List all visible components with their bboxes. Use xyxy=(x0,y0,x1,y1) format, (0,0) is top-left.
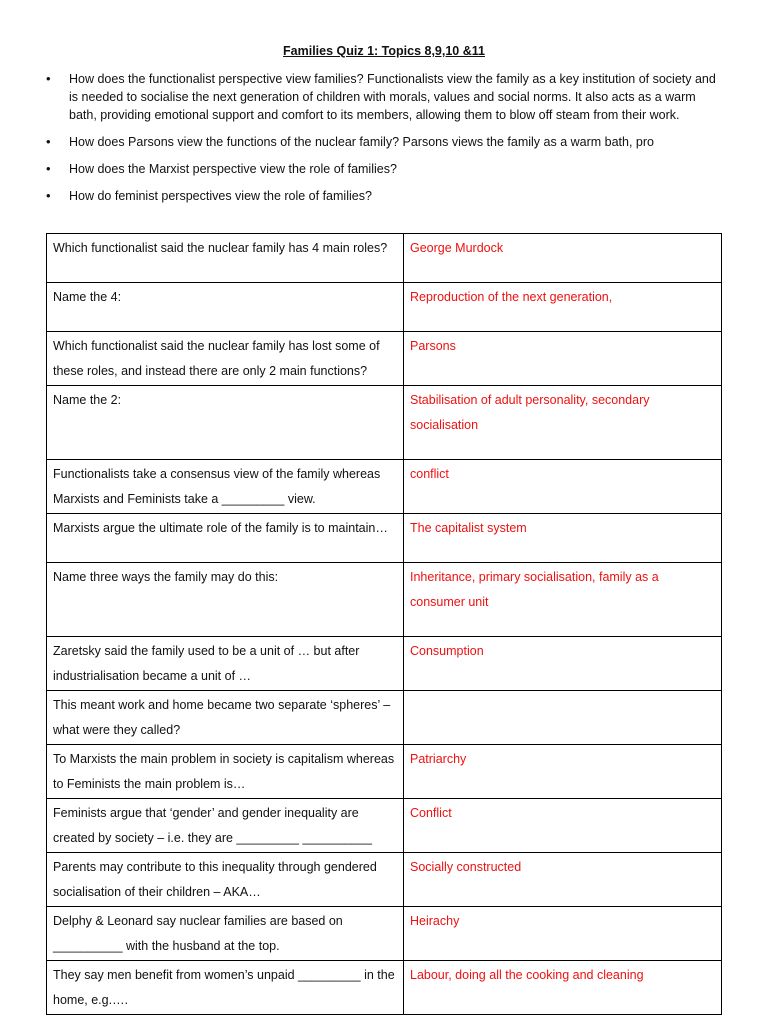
question-text: How does Parsons view the functions of the nuclear family? Parsons views the family as a warm bath, pro xyxy=(69,135,654,149)
question-cell: Feminists argue that ‘gender’ and gender inequality are created by society – i.e. they are _________ __________ xyxy=(47,799,404,853)
table-row xyxy=(47,637,722,691)
answer-cell: Reproduction of the next generation, xyxy=(404,283,722,332)
answer-cell: Patriarchy xyxy=(404,745,722,799)
answer-cell xyxy=(404,691,722,745)
answer-cell: Heirachy xyxy=(404,907,722,961)
question-text: How does the Marxist perspective view the role of families? xyxy=(69,162,397,176)
question-cell: Name the 4: xyxy=(47,283,404,332)
question-cell: Parents may contribute to this inequality through gendered socialisation of their children – AKA… xyxy=(47,853,404,907)
answer-cell: Parsons xyxy=(404,332,722,386)
question-cell: Name three ways the family may do this: xyxy=(47,563,404,637)
table-row xyxy=(47,907,722,961)
question-list xyxy=(46,70,726,214)
question-cell: Which functionalist said the nuclear family has lost some of these roles, and instead there are only 2 main functions? xyxy=(47,332,404,386)
answer-cell: Conflict xyxy=(404,799,722,853)
question-cell: Which functionalist said the nuclear family has 4 main roles? xyxy=(47,234,404,283)
answer-cell: Stabilisation of adult personality, secondary socialisation xyxy=(404,386,722,460)
table-row xyxy=(47,386,722,460)
bullet-icon: • xyxy=(46,161,51,176)
question-cell: They say men benefit from women’s unpaid _________ in the home, e.g.…. xyxy=(47,961,404,1015)
answer-cell: Socially constructed xyxy=(404,853,722,907)
table-row xyxy=(47,691,722,745)
question-cell: Marxists argue the ultimate role of the family is to maintain… xyxy=(47,514,404,563)
question-cell: This meant work and home became two separate ‘spheres’ – what were they called? xyxy=(47,691,404,745)
question-cell: Zaretsky said the family used to be a unit of … but after industrialisation became a unit of … xyxy=(47,637,404,691)
list-item xyxy=(46,160,726,178)
question-text: How do feminist perspectives view the role of families? xyxy=(69,189,372,203)
table-row xyxy=(47,563,722,637)
table-row xyxy=(47,332,722,386)
table-row xyxy=(47,283,722,332)
list-item xyxy=(46,187,726,205)
question-cell: Delphy & Leonard say nuclear families are based on __________ with the husband at the top. xyxy=(47,907,404,961)
bullet-icon: • xyxy=(46,134,51,149)
question-cell: Name the 2: xyxy=(47,386,404,460)
answer-cell: Labour, doing all the cooking and cleaning xyxy=(404,961,722,1015)
table-row xyxy=(47,799,722,853)
table-row xyxy=(47,514,722,563)
document-title: Families Quiz 1: Topics 8,9,10 &11 xyxy=(283,44,485,58)
quiz-table xyxy=(46,233,722,1015)
table-row xyxy=(47,234,722,283)
answer-cell: The capitalist system xyxy=(404,514,722,563)
list-item xyxy=(46,70,726,124)
question-cell: To Marxists the main problem in society is capitalism whereas to Feminists the main problem is… xyxy=(47,745,404,799)
table-row xyxy=(47,460,722,514)
bullet-icon: • xyxy=(46,71,51,86)
answer-cell: conflict xyxy=(404,460,722,514)
list-item xyxy=(46,133,726,151)
answer-cell: Inheritance, primary socialisation, family as a consumer unit xyxy=(404,563,722,637)
bullet-icon: • xyxy=(46,188,51,203)
answer-cell: George Murdock xyxy=(404,234,722,283)
question-cell: Functionalists take a consensus view of the family whereas Marxists and Feminists take a _________ view. xyxy=(47,460,404,514)
question-text: How does the functionalist perspective view families? Functionalists view the family as a key institution of society and is needed to socialise the next generation of children with morals, values and social norms. It also acts as a warm bath, providing emotional support and comfort to its members, allowing them to blow off steam from their work. xyxy=(69,72,716,122)
table-row xyxy=(47,961,722,1015)
table-row xyxy=(47,745,722,799)
answer-cell: Consumption xyxy=(404,637,722,691)
table-row xyxy=(47,853,722,907)
